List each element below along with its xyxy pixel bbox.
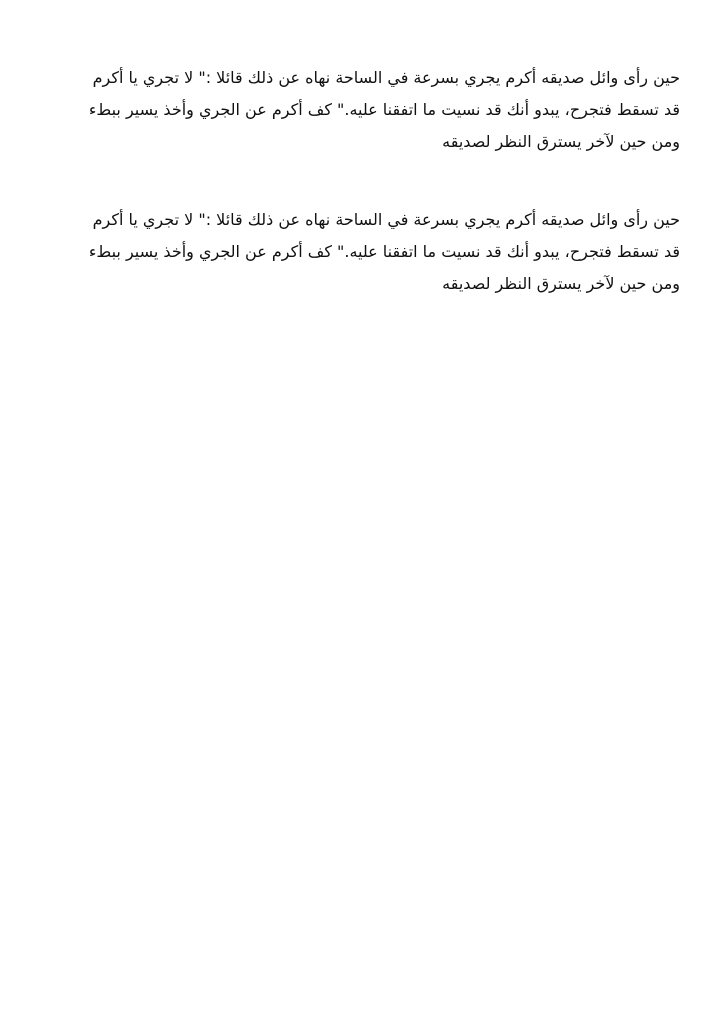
paragraph-line: قد تسقط فتجرح، يبدو أنك قد نسيت ما اتفقنا عليه." كف أكرم عن الجري وأخذ يسير ببطء <box>88 242 680 261</box>
paragraph-line: ومن حين لآخر يسترق النظر لصديقه <box>442 132 680 151</box>
paragraph-line: قد تسقط فتجرح، يبدو أنك قد نسيت ما اتفقنا عليه." كف أكرم عن الجري وأخذ يسير ببطء <box>88 100 680 119</box>
paragraph-line: حين رأى وائل صديقه أكرم يجري بسرعة في الساحة نهاه عن ذلك قائلا :" لا تجري يا أكرم <box>92 68 680 87</box>
paragraph-line: ومن حين لآخر يسترق النظر لصديقه <box>442 274 680 293</box>
paragraph-line: حين رأى وائل صديقه أكرم يجري بسرعة في الساحة نهاه عن ذلك قائلا :" لا تجري يا أكرم <box>92 210 680 229</box>
paragraph-2 <box>48 204 680 300</box>
paragraph-1 <box>48 62 680 158</box>
